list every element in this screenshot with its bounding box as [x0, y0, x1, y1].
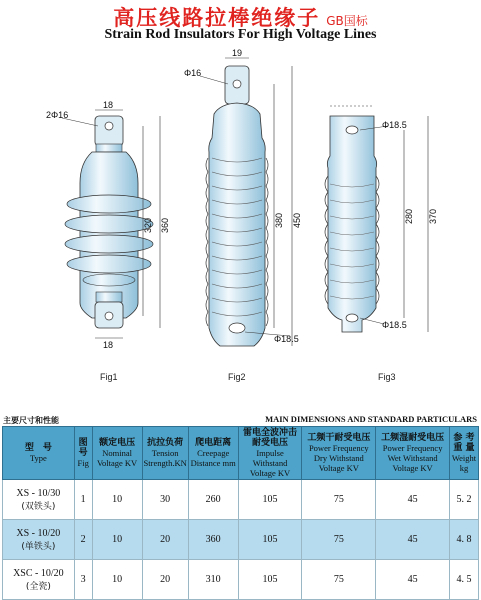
fig1-top-width: 18: [103, 100, 114, 110]
header-impulse: 雷电全波冲击耐受电压 Impulse Withstand Voltage KV: [238, 427, 302, 480]
fig1-bottom-width: 18: [103, 340, 114, 350]
fig2-hole-dim: Φ16: [184, 68, 202, 78]
fig2-bottom-hole: Φ18.5: [274, 334, 299, 344]
header-weight: 参 考 重 量 Weight kg: [449, 427, 478, 480]
header-dry: 工频干耐受电压 Power Frequency Dry Withstand Voltage KV: [302, 427, 376, 480]
fig2-total-dim: 450: [292, 212, 302, 228]
fig3-label: Fig3: [378, 372, 396, 382]
insulator-drawings: [0, 48, 481, 388]
fig1-hole-dim: 2Φ16: [46, 110, 69, 120]
header-type: 型 号 Type: [3, 427, 75, 480]
header-fig: 图号 Fig: [74, 427, 92, 480]
fig2-insulator: [200, 58, 292, 346]
header-tension: 抗拉负荷 Tension Strength.KN: [142, 427, 188, 480]
header-voltage: 额定电压 Nominal Voltage KV: [92, 427, 142, 480]
standard-badge: GB国标: [326, 14, 368, 28]
fig2-top-width: 19: [232, 48, 243, 58]
fig2-inner-dim: 380: [274, 212, 284, 228]
fig1-label: Fig1: [100, 372, 118, 382]
section-title-cn: 主要尺寸和性能: [3, 416, 59, 425]
fig3-total-dim: 370: [428, 208, 438, 224]
fig1-total-dim: 360: [160, 217, 170, 233]
fig2-label: Fig2: [228, 372, 246, 382]
header-creepage: 爬电距离 Creepage Distance mm: [188, 427, 238, 480]
table-row: XSC - 10/20 (全瓷) 3 10 20 310 105 75 45 4. 5: [3, 560, 479, 600]
page-subtitle: Strain Rod Insulators For High Voltage Lines: [104, 27, 377, 42]
fig3-bottom-hole: Φ18.5: [382, 320, 407, 330]
spec-table: [2, 426, 479, 600]
header-wet: 工频湿耐受电压 Power Frequency Wet Withstand Voltage KV: [376, 427, 450, 480]
title-cn: 高压线路拉棒绝缘子: [113, 6, 321, 30]
fig3-top-hole: Φ18.5: [382, 120, 407, 130]
table-row: XS - 10/20 (单铁头) 2 10 20 360 105 75 45 4. 8: [3, 520, 479, 560]
fig1-inner-dim: 320: [143, 217, 153, 233]
table-header-row: [3, 427, 479, 480]
section-title-en: MAIN DIMENSIONS AND STANDARD PARTICULARS: [265, 414, 477, 424]
fig3-inner-dim: 280: [404, 208, 414, 224]
table-row: XS - 10/30 (双铁头) 1 10 30 260 105 75 45 5. 2: [3, 480, 479, 520]
